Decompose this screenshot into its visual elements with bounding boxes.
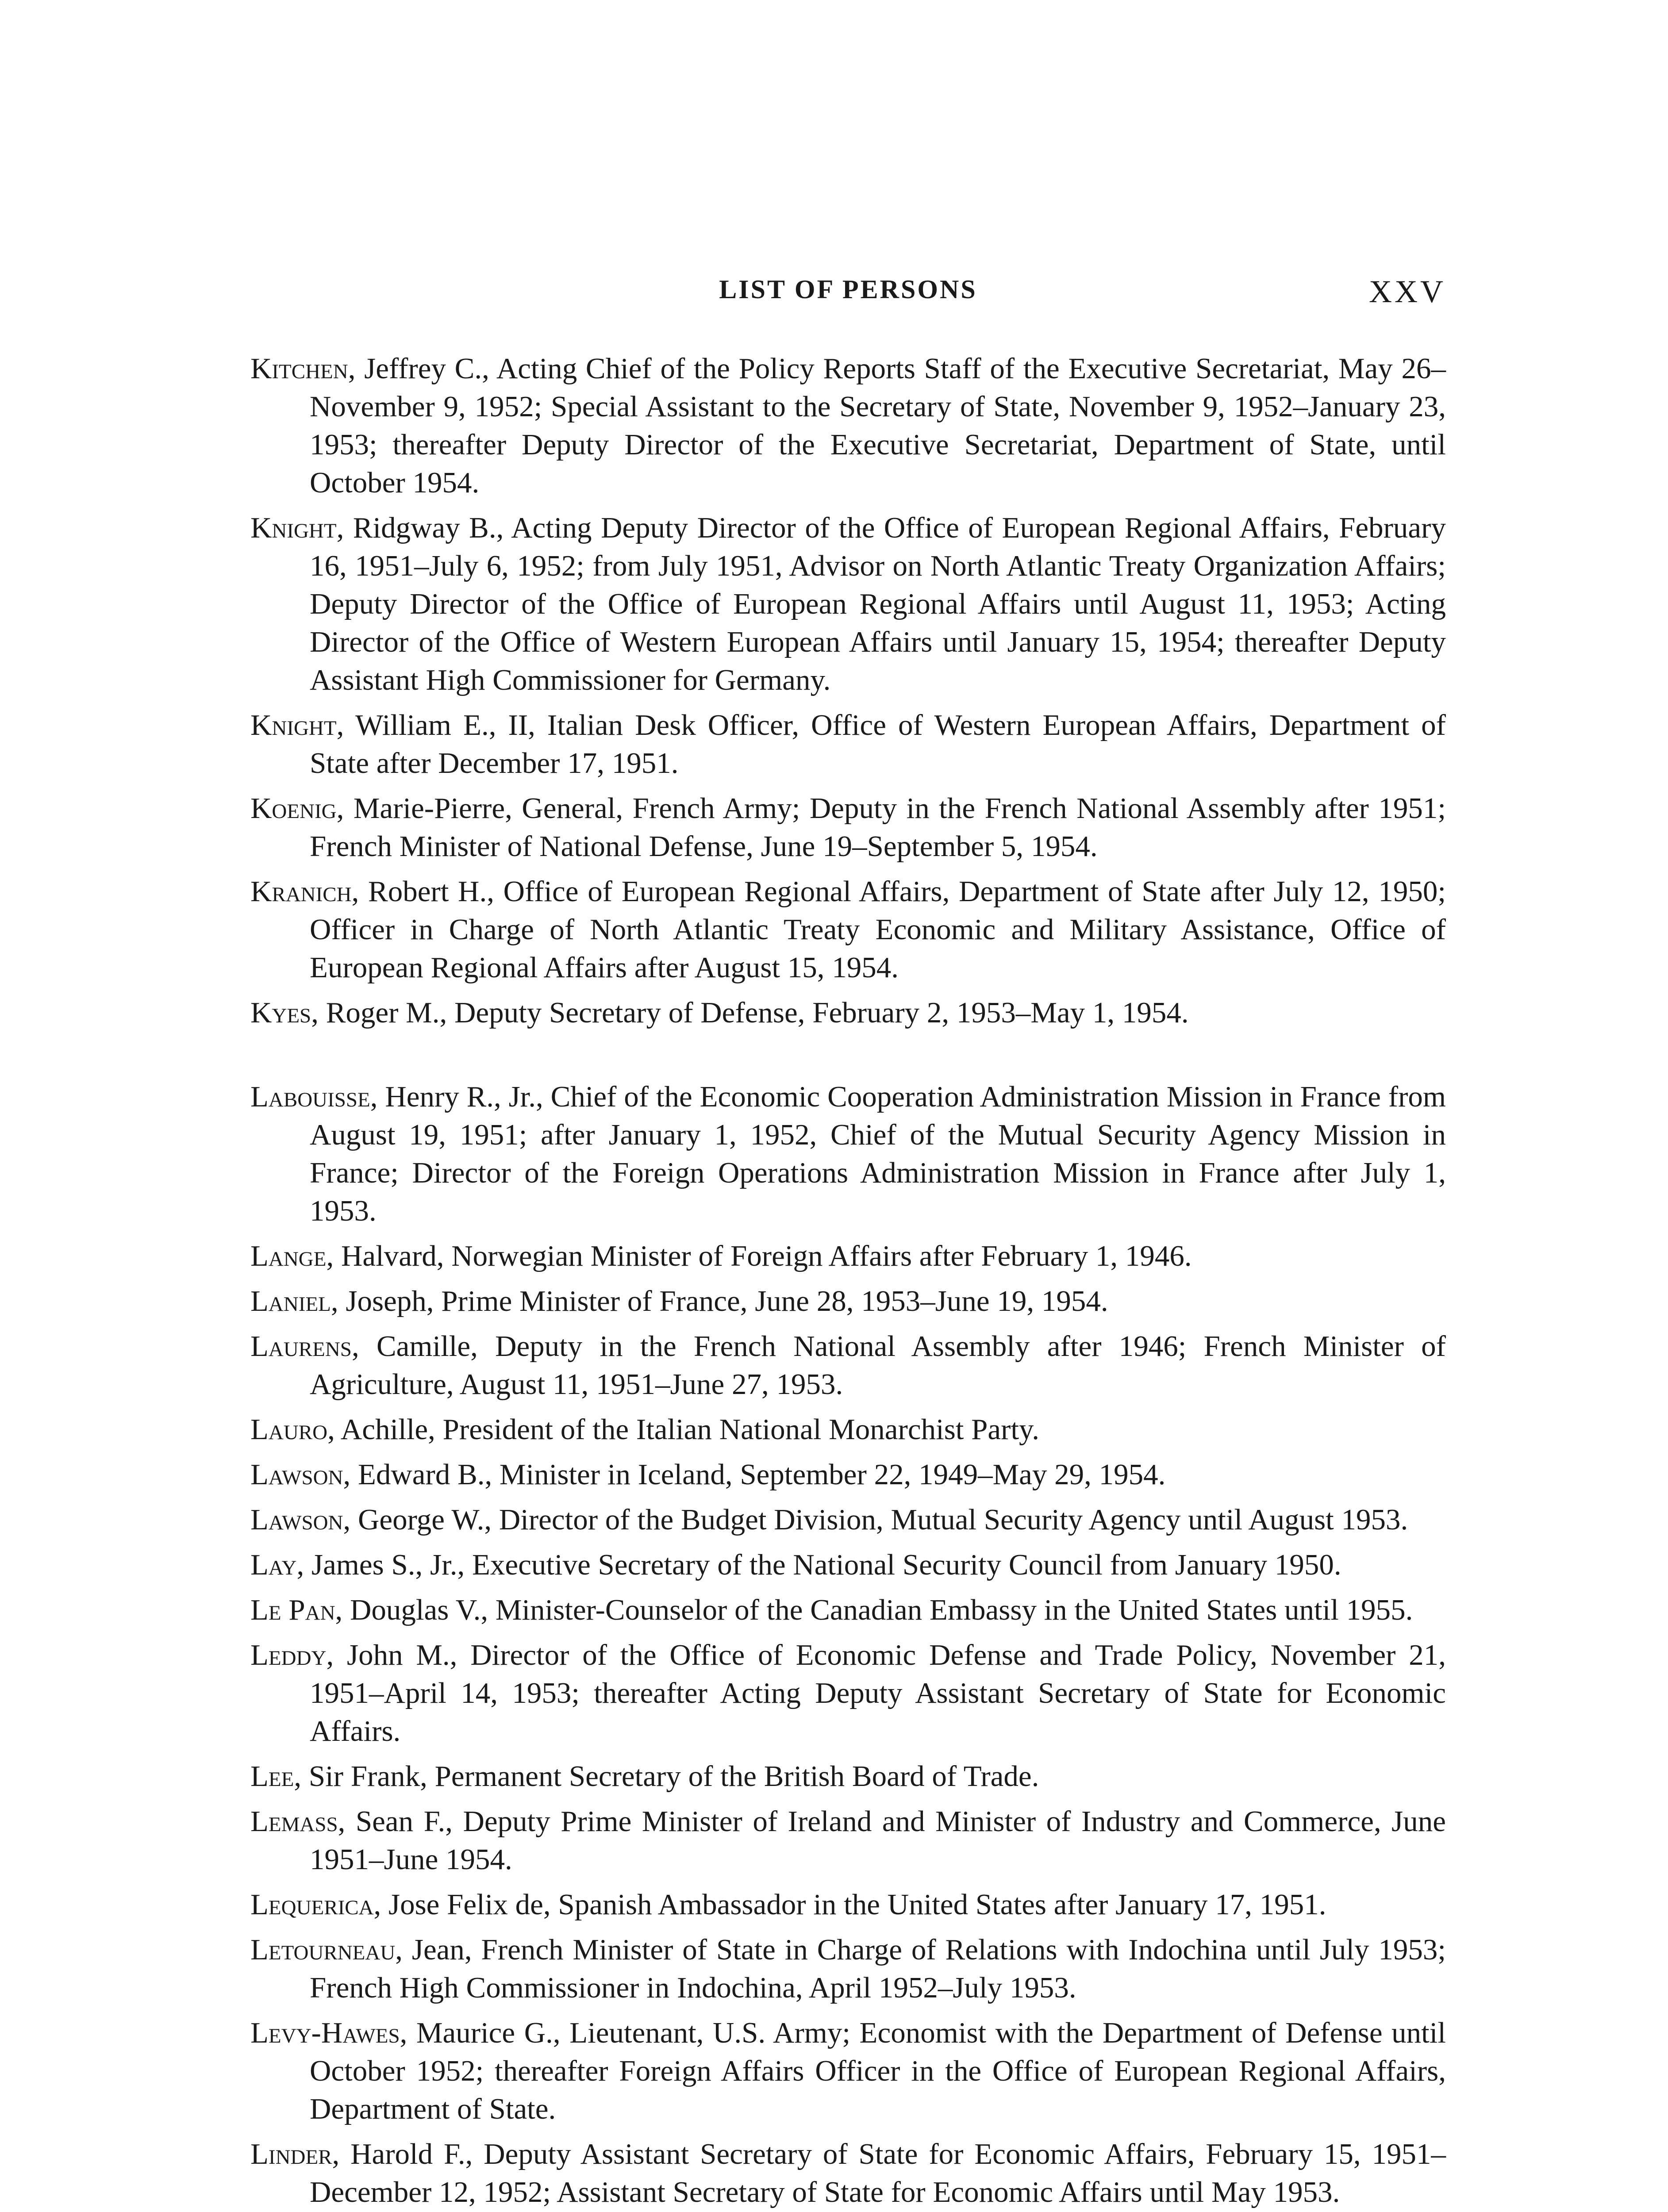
person-description: , Harold F., Deputy Assistant Secretary of State for Economic Affairs, February 15, 1951–December 12, 1952; Assistant Secretary of State for Economic Affairs until May 1953.: [310, 2138, 1446, 2208]
person-entry: [250, 1757, 1446, 1795]
person-entry: [250, 1802, 1446, 1878]
person-entry: [250, 1282, 1446, 1320]
page-number: XXV: [1369, 274, 1446, 309]
person-description: , Camille, Deputy in the French National Assembly after 1946; French Minister of Agriculture, August 11, 1951–June 27, 1953.: [310, 1330, 1446, 1401]
person-entry: [250, 1501, 1446, 1539]
person-surname: Levy-Hawes: [250, 2016, 400, 2049]
person-surname: Kitchen: [250, 352, 348, 385]
person-surname: Knight: [250, 511, 337, 544]
person-description: , Jeffrey C., Acting Chief of the Policy Reports Staff of the Executive Secretariat, May 26–November 9, 1952; Special Assistant to the Secretary of State, November 9, 1952–January 23, 1953; thereafter Deputy Director of the Executive Secretariat, Department of State, until October 1954.: [310, 352, 1446, 499]
person-surname: Koenig: [250, 792, 337, 825]
person-description: , Jose Felix de, Spanish Ambassador in the United States after January 17, 1951.: [373, 1888, 1326, 1921]
person-surname: Laniel: [250, 1285, 331, 1317]
person-description: , Sean F., Deputy Prime Minister of Ireland and Minister of Industry and Commerce, June 1951–June 1954.: [310, 1805, 1446, 1876]
person-entry: [250, 994, 1446, 1032]
person-description: , Douglas V., Minister-Counselor of the Canadian Embassy in the United States until 1955.: [335, 1594, 1413, 1626]
person-entry: [250, 1410, 1446, 1448]
person-description: , John M., Director of the Office of Economic Defense and Trade Policy, November 21, 1951–April 14, 1953; thereafter Acting Deputy Assistant Secretary of State for Economic Affairs.: [310, 1639, 1446, 1747]
person-description: , Halvard, Norwegian Minister of Foreign Affairs after February 1, 1946.: [326, 1240, 1192, 1272]
person-entry: [250, 2135, 1446, 2211]
person-surname: Leddy: [250, 1639, 327, 1671]
person-entry: [250, 1455, 1446, 1494]
person-entry: [250, 1237, 1446, 1275]
person-surname: Lay: [250, 1548, 297, 1581]
person-entry: [250, 509, 1446, 699]
person-description: , Achille, President of the Italian National Monarchist Party.: [327, 1413, 1039, 1446]
person-surname: Linder: [250, 2138, 332, 2170]
person-surname: Lawson: [250, 1458, 343, 1491]
person-entry: [250, 1327, 1446, 1403]
person-surname: Le Pan: [250, 1594, 335, 1626]
person-surname: Knight: [250, 709, 337, 741]
person-entry: [250, 1886, 1446, 1924]
person-description: , James S., Jr., Executive Secretary of the National Security Council from January 1950.: [296, 1548, 1341, 1581]
persons-list: [250, 349, 1446, 2212]
person-description: , Jean, French Minister of State in Charge of Relations with Indochina until July 1953; French High Commissioner in Indochina, April 1952–July 1953.: [310, 1933, 1446, 2004]
page-title: LIST OF PERSONS: [719, 275, 977, 304]
running-head: [250, 274, 1446, 314]
person-surname: Kyes: [250, 996, 311, 1029]
person-surname: Laurens: [250, 1330, 352, 1363]
person-surname: Letourneau: [250, 1933, 396, 1966]
person-entry: [250, 1636, 1446, 1750]
person-surname: Lemass: [250, 1805, 338, 1838]
person-entry: [250, 1546, 1446, 1584]
person-description: , Joseph, Prime Minister of France, June 28, 1953–June 19, 1954.: [331, 1285, 1108, 1317]
person-entry: [250, 1591, 1446, 1629]
person-entry: [250, 872, 1446, 987]
person-description: , Robert H., Office of European Regional Affairs, Department of State after July 12, 1950; Officer in Charge of North Atlantic Treaty Economic and Military Assistance, Office of European Regional Affairs after August 15, 1954.: [310, 875, 1446, 984]
person-surname: Lauro: [250, 1413, 328, 1446]
person-description: , Roger M., Deputy Secretary of Defense, February 2, 1953–May 1, 1954.: [311, 996, 1189, 1029]
person-entry: [250, 2014, 1446, 2128]
person-entry: [250, 706, 1446, 782]
person-entry: [250, 349, 1446, 502]
person-description: , William E., II, Italian Desk Officer, Office of Western European Affairs, Department of State after December 17, 1951.: [310, 709, 1446, 780]
person-surname: Lange: [250, 1240, 327, 1272]
person-description: , Ridgway B., Acting Deputy Director of the Office of European Regional Affairs, February 16, 1951–July 6, 1952; from July 1951, Advisor on North Atlantic Treaty Organization Affairs; Deputy Director of the Office of European Regional Affairs until August 11, 1953; Acting Director of the Office of Western European Affairs until January 15, 1954; thereafter Deputy Assistant High Commissioner for Germany.: [310, 511, 1446, 696]
person-entry: [250, 1078, 1446, 1230]
person-entry: [250, 1931, 1446, 2007]
person-description: , Marie-Pierre, General, French Army; Deputy in the French National Assembly after 1951; French Minister of National Defense, June 19–September 5, 1954.: [310, 792, 1446, 863]
person-surname: Lequerica: [250, 1888, 374, 1921]
person-surname: Lawson: [250, 1503, 343, 1536]
person-surname: Lee: [250, 1760, 294, 1793]
person-surname: Labouisse: [250, 1080, 370, 1113]
person-description: , Henry R., Jr., Chief of the Economic Cooperation Administration Mission in France from August 19, 1951; after January 1, 1952, Chief of the Mutual Security Agency Mission in France; Director of the Foreign Operations Administration Mission in France after July 1, 1953.: [310, 1080, 1446, 1227]
person-surname: Kranich: [250, 875, 352, 908]
person-description: , George W., Director of the Budget Division, Mutual Security Agency until August 1953.: [343, 1503, 1408, 1536]
person-description: , Sir Frank, Permanent Secretary of the British Board of Trade.: [294, 1760, 1039, 1793]
person-description: , Edward B., Minister in Iceland, September 22, 1949–May 29, 1954.: [343, 1458, 1166, 1491]
person-description: , Maurice G., Lieutenant, U.S. Army; Economist with the Department of Defense until October 1952; thereafter Foreign Affairs Officer in the Office of European Regional Affairs, Department of State.: [310, 2016, 1446, 2125]
person-entry: [250, 789, 1446, 865]
